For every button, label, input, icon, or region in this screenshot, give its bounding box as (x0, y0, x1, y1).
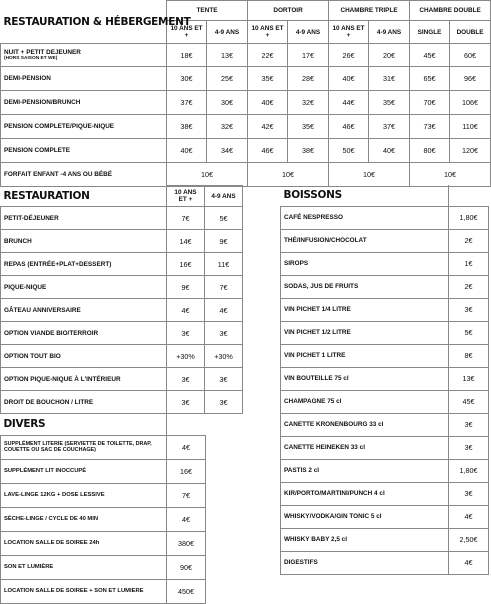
price-cell: 50€ (329, 139, 369, 163)
price-cell: 11€ (205, 253, 243, 276)
row-label: REPAS (ENTRÉE+PLAT+DESSERT) (1, 253, 167, 276)
price-cell: 26€ (329, 44, 369, 67)
group-header-chambre-triple: CHAMBRE TRIPLE (329, 1, 410, 21)
row-label: VIN BOUTEILLE 75 cl (281, 367, 449, 390)
row-label: DEMI-PENSION (1, 67, 167, 91)
group-header-dortoir: DORTOIR (248, 1, 329, 21)
row-label: PIQUE-NIQUE (1, 276, 167, 299)
restauration-title: RESTAURATION (1, 186, 167, 207)
row-label: CANETTE HEINEKEN 33 cl (281, 436, 449, 459)
row-label: SODAS, JUS DE FRUITS (281, 275, 449, 298)
row-label: SUPPLÉMENT LITERIE (SERVIETTE DE TOILETTE, DRAP, COUETTE OU SAC DE COUCHAGE) (1, 435, 167, 459)
row-label: CAFÉ NESPRESSO (281, 206, 449, 229)
price-cell: 3€ (167, 368, 205, 391)
table-row (281, 505, 489, 528)
price-cell: 3€ (449, 298, 489, 321)
price-cell: 38€ (288, 139, 329, 163)
row-label: PETIT-DÉJEUNER (1, 207, 167, 230)
row-label: KIR/PORTO/MARTINI/PUNCH 4 cl (281, 482, 449, 505)
table-row (281, 367, 489, 390)
price-cell: 45€ (410, 44, 450, 67)
row-label: GÂTEAU ANNIVERSAIRE (1, 299, 167, 322)
row-label: SUPPLÉMENT LIT INOCCUPÉ (1, 459, 167, 483)
price-cell: 1€ (449, 252, 489, 275)
subcol-header: 4-9 ANS (207, 21, 248, 44)
price-cell: 73€ (410, 115, 450, 139)
row-label: DROIT DE BOUCHON / LITRE (1, 391, 167, 414)
price-cell: 90€ (167, 555, 206, 579)
price-cell: 37€ (369, 115, 410, 139)
price-cell: 70€ (410, 91, 450, 115)
price-cell: 3€ (167, 391, 205, 414)
col-header: 10 ANS ET + (167, 186, 205, 207)
price-cell: 30€ (207, 91, 248, 115)
row-label: OPTION PIQUE-NIQUE À L'INTÉRIEUR (1, 368, 167, 391)
price-cell: 4€ (167, 507, 206, 531)
price-cell: 7€ (167, 483, 206, 507)
subcol-header: SINGLE (410, 21, 450, 44)
price-cell: 4€ (167, 299, 205, 322)
price-cell: 4€ (167, 435, 206, 459)
table-row (281, 252, 489, 275)
row-sublabel: (HORS SAISON ET WE) (4, 55, 58, 61)
table-row (281, 390, 489, 413)
subcol-header: 10 ANS ET + (167, 21, 207, 44)
price-cell: 2,50€ (449, 528, 489, 551)
subcol-header: 10 ANS ET + (248, 21, 288, 44)
col-header: 4-9 ANS (205, 186, 243, 207)
price-cell: 13€ (207, 44, 248, 67)
price-cell: 30€ (167, 67, 207, 91)
row-label: LAVE-LINGE 12KG + DOSE LESSIVE (1, 483, 167, 507)
table-row (281, 528, 489, 551)
row-label: SON ET LUMIÈRE (1, 555, 167, 579)
row-label: FORFAIT ENFANT -4 ANS OU BÉBÉ (1, 163, 167, 187)
table-row (1, 555, 206, 579)
price-cell: 35€ (288, 115, 329, 139)
price-cell: 3€ (205, 368, 243, 391)
price-cell: 7€ (167, 207, 205, 230)
price-cell: +30% (167, 345, 205, 368)
header-spacer (167, 414, 206, 435)
table-row (281, 275, 489, 298)
price-cell: 5€ (449, 321, 489, 344)
price-cell: 3€ (449, 436, 489, 459)
table-row (1, 435, 206, 459)
price-cell: 3€ (449, 413, 489, 436)
price-cell: 450€ (167, 579, 206, 603)
price-cell: 40€ (329, 67, 369, 91)
price-cell: 9€ (205, 230, 243, 253)
row-label: DEMI-PENSION/BRUNCH (1, 91, 167, 115)
price-cell: 35€ (248, 67, 288, 91)
table-row (281, 459, 489, 482)
row-label: VIN PICHET 1/2 LITRE (281, 321, 449, 344)
price-cell: 44€ (329, 91, 369, 115)
table-row (1, 207, 243, 230)
price-cell: 2€ (449, 229, 489, 252)
price-cell: 40€ (369, 139, 410, 163)
price-cell: 40€ (167, 139, 207, 163)
price-cell: 1,80€ (449, 206, 489, 229)
hebergement-table (0, 0, 491, 187)
price-cell: 22€ (248, 44, 288, 67)
price-cell: 28€ (288, 67, 329, 91)
table-row (281, 413, 489, 436)
table-row (1, 483, 206, 507)
price-cell: 37€ (167, 91, 207, 115)
price-cell: 45€ (449, 390, 489, 413)
price-cell: 65€ (410, 67, 450, 91)
row-label: PENSION COMPLETE/PIQUE-NIQUE (1, 115, 167, 139)
subcol-header: 4-9 ANS (288, 21, 329, 44)
row-label: OPTION VIANDE BIO/TERROIR (1, 322, 167, 345)
table-row (1, 163, 491, 187)
price-cell: +30% (205, 345, 243, 368)
table-row (281, 298, 489, 321)
group-header-tente: TENTE (167, 1, 248, 21)
table-row (281, 321, 489, 344)
table-row (281, 482, 489, 505)
table-row (1, 139, 491, 163)
price-cell: 10€ (248, 163, 329, 187)
table-row (1, 276, 243, 299)
price-cell: 9€ (167, 276, 205, 299)
table-row (1, 322, 243, 345)
table-row (1, 253, 243, 276)
price-cell: 32€ (207, 115, 248, 139)
price-cell: 3€ (449, 482, 489, 505)
price-cell: 1,80€ (449, 459, 489, 482)
row-label: CHAMPAGNE 75 cl (281, 390, 449, 413)
row-label: LOCATION SALLE DE SOIREE + SON ET LUMIERE (1, 579, 167, 603)
table-row (281, 551, 489, 574)
price-cell: 5€ (205, 207, 243, 230)
row-label (1, 44, 167, 67)
price-cell: 46€ (329, 115, 369, 139)
table-row (281, 229, 489, 252)
row-label-text: NUIT + PETIT DEJEUNER (4, 48, 81, 56)
table-row (1, 44, 491, 67)
price-cell: 4€ (449, 551, 489, 574)
boissons-table (280, 185, 489, 575)
table-row (1, 391, 243, 414)
price-cell: 17€ (288, 44, 329, 67)
price-cell: 8€ (449, 344, 489, 367)
price-cell: 10€ (329, 163, 410, 187)
price-cell: 4€ (205, 299, 243, 322)
table-row (281, 344, 489, 367)
price-cell: 16€ (167, 459, 206, 483)
price-cell: 10€ (410, 163, 491, 187)
table-row (1, 67, 491, 91)
group-header-chambre-double: CHAMBRE DOUBLE (410, 1, 491, 21)
price-cell: 2€ (449, 275, 489, 298)
table-row (281, 206, 489, 229)
table-row (1, 459, 206, 483)
price-cell: 16€ (167, 253, 205, 276)
table-row (1, 115, 491, 139)
price-cell: 96€ (450, 67, 491, 91)
table-row (281, 436, 489, 459)
row-label: THÉ/INFUSION/CHOCOLAT (281, 229, 449, 252)
divers-title: DIVERS (1, 414, 167, 435)
price-cell: 38€ (167, 115, 207, 139)
price-cell: 18€ (167, 44, 207, 67)
price-cell: 20€ (369, 44, 410, 67)
table-row (1, 345, 243, 368)
hebergement-title: RESTAURATION & HÉBERGEMENT (1, 1, 167, 44)
price-cell: 13€ (449, 367, 489, 390)
table-row (1, 368, 243, 391)
price-cell: 32€ (288, 91, 329, 115)
price-cell: 60€ (450, 44, 491, 67)
subcol-header: 10 ANS ET + (329, 21, 369, 44)
price-cell: 42€ (248, 115, 288, 139)
row-label: WHISKY BABY 2,5 cl (281, 528, 449, 551)
price-cell: 25€ (207, 67, 248, 91)
price-cell: 3€ (205, 322, 243, 345)
row-label: SÈCHE-LINGE / CYCLE DE 40 MIN (1, 507, 167, 531)
price-cell: 106€ (450, 91, 491, 115)
price-cell: 10€ (167, 163, 248, 187)
row-label: WHISKY/VODKA/GIN TONIC 5 cl (281, 505, 449, 528)
table-row (1, 579, 206, 603)
row-label: PASTIS 2 cl (281, 459, 449, 482)
row-label: SIROPS (281, 252, 449, 275)
price-cell: 35€ (369, 91, 410, 115)
price-cell: 31€ (369, 67, 410, 91)
table-row (1, 299, 243, 322)
header-spacer (449, 185, 489, 206)
price-cell: 3€ (205, 391, 243, 414)
row-label: BRUNCH (1, 230, 167, 253)
price-cell: 14€ (167, 230, 205, 253)
price-cell: 380€ (167, 531, 206, 555)
row-label: CANETTE KRONENBOURG 33 cl (281, 413, 449, 436)
row-label: VIN PICHET 1/4 LITRE (281, 298, 449, 321)
price-cell: 120€ (450, 139, 491, 163)
price-cell: 40€ (248, 91, 288, 115)
price-cell: 34€ (207, 139, 248, 163)
price-cell: 46€ (248, 139, 288, 163)
row-label: OPTION TOUT BIO (1, 345, 167, 368)
table-row (1, 531, 206, 555)
subcol-header: 4-9 ANS (369, 21, 410, 44)
price-cell: 4€ (449, 505, 489, 528)
row-label: VIN PICHET 1 LITRE (281, 344, 449, 367)
price-cell: 110€ (450, 115, 491, 139)
price-cell: 3€ (167, 322, 205, 345)
subcol-header: DOUBLE (450, 21, 491, 44)
row-label: PENSION COMPLETE (1, 139, 167, 163)
restauration-table (0, 185, 243, 414)
row-label: LOCATION SALLE DE SOIREE 24h (1, 531, 167, 555)
boissons-title: BOISSONS (281, 185, 449, 206)
table-row (1, 507, 206, 531)
table-row (1, 91, 491, 115)
price-cell: 80€ (410, 139, 450, 163)
table-row (1, 230, 243, 253)
row-label: DIGESTIFS (281, 551, 449, 574)
price-cell: 7€ (205, 276, 243, 299)
divers-table (0, 414, 206, 604)
